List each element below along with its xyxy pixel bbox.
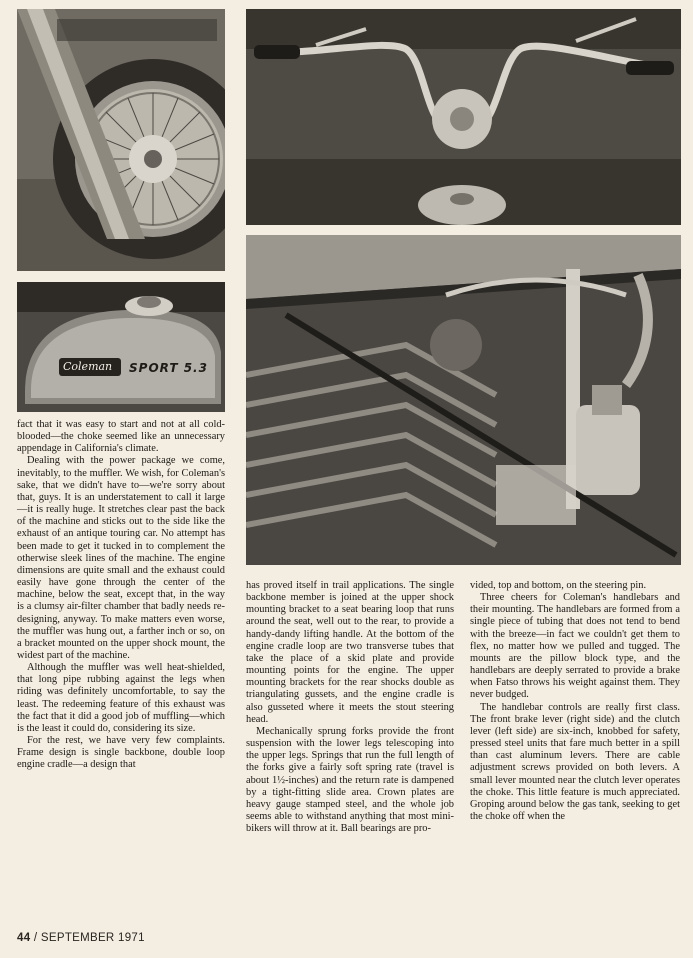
issue-date: SEPTEMBER 1971: [40, 932, 145, 944]
paragraph: vided, top and bottom, on the steering pin.: [470, 580, 647, 591]
gas-tank-photo: [17, 282, 225, 412]
text-column-1: [17, 419, 225, 772]
tank-decal-brand: Coleman: [63, 360, 113, 373]
handlebars-photo: [246, 9, 681, 225]
paragraph: The handlebar controls are really first class. The front brake lever (right side) and the clutch lever (left side) are six-inch, knobbed for safety, pressed steel units that fare much better in a spill than cast aluminum levers. There are cable adjustment screws provided on both levers. A small lever mounted near the clutch lever operates the choke. This little feature is much appreciated. Groping around below the gas tank, seeking to get the choke off when the: [470, 701, 680, 822]
page-number: 44: [17, 932, 31, 944]
folio-separator: /: [30, 932, 41, 944]
paragraph: has proved itself in trail applications. The single backbone member is joined at the upper shock mounting bracket to a seat bearing loop that runs around the seat, well out to the rear, to provide a handy-dandy lifting handle. At the bottom of the engine cradle loop are two transverse tubes that take the place of a skid plate and provide mounting points for the engine. The upper mounting brackets for the rear shocks double as triangulating gussets, and the engine cradle is also gusseted where it meets the stout steering head.: [246, 580, 454, 725]
page-folio: [17, 932, 145, 944]
paragraph: Although the muffler was well heat-shielded, that long pipe rubbing against the legs when riding was definitely uncomfortable, to say the least. The redeeming feature of this exhaust was the fact that it did a good job of muffling—which is the least it could do, considering its size.: [17, 662, 225, 734]
paragraph: Mechanically sprung forks provide the front suspension with the lower legs telescoping into the upper legs. Springs that run the full length of the forks give a fairly soft spring rate (travel is about 1½-inches) and the return rate is dampened by a tight-fitting slide area. Crown plates are heavy gauge stamped steel, and the whole job seems able to withstand anything that most mini-bikers will throw at it. Ball bearings are pro-: [246, 725, 454, 835]
paragraph: For the rest, we have very few complaints. Frame design is single backbone, double loop engine cradle—a design that: [17, 735, 225, 771]
paragraph: fact that it was easy to start and not at all cold-blooded—the choke seemed like an unnecessary appendage in California's climate.: [17, 419, 225, 455]
paragraph: Three cheers for Coleman's handlebars and their mounting. The handlebars are formed from a single piece of tubing that does not tend to bend with the breeze—in fact we couldn't get them to flex, no matter how we pulled and tugged. The mounts are the pillow block type, and the handlebars are deeply serrated to provide a brake when Fatso throws his weight against them. They never budged.: [470, 592, 680, 701]
paragraph: Dealing with the power package we come, inevitably, to the muffler. We wish, for Coleman's sake, that we didn't have to—we're sorry about that, guys. It is an understatement to call it large—it is really huge. It stretches clear past the back of the machine and sticks out to the side like the exhaust of an antique touring car. No attempt has been made to get it tucked in to complement the otherwise sleek lines of the machine. The engine dimensions are quite small and the exhaust could easily have gone through the center of the machine, below the seat, except that, in the way is a clumsy air-filter chamber that badly needs re-designing, anyway. To make matters even worse, the muffler was hung out, a farther inch or so, on a bracket mounted on the upper shock mount, the widest part of the machine.: [17, 455, 225, 661]
front-wheel-photo: [17, 9, 225, 271]
engine-photo: [246, 235, 681, 565]
text-column-3: [470, 580, 680, 823]
tank-decal-model: SPORT 5.3: [129, 361, 208, 375]
text-column-2: [246, 580, 454, 835]
